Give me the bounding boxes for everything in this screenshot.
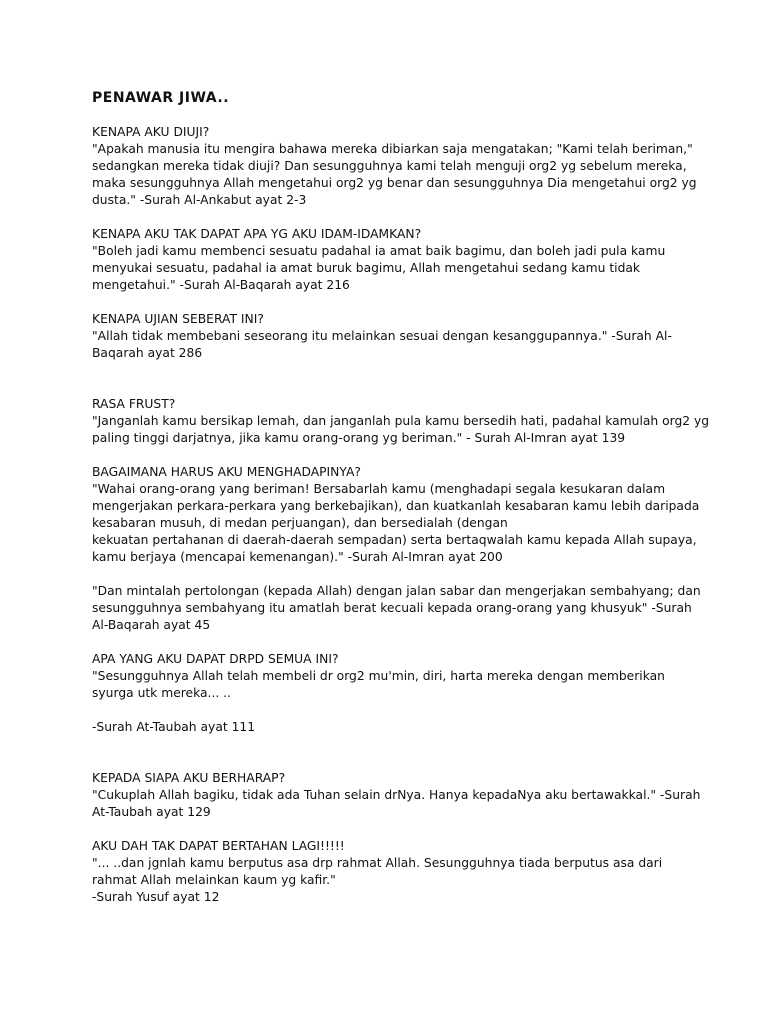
text-line: mengetahui." -Surah Al-Baqarah ayat 216 bbox=[92, 278, 350, 292]
text-line: mengerjakan perkara-perkara yang berkebajikan), dan kuatkanlah kesabaran kamu lebih daripada bbox=[92, 499, 700, 513]
text-line: AKU DAH TAK DAPAT BERTAHAN LAGI!!!!! bbox=[92, 839, 345, 853]
text-line: Baqarah ayat 286 bbox=[92, 346, 203, 360]
text-line: APA YANG AKU DAPAT DRPD SEMUA INI? bbox=[92, 652, 339, 666]
text-line: rahmat Allah melainkan kaum yg kafir." bbox=[92, 873, 336, 887]
page-title: PENAWAR JIWA.. bbox=[92, 90, 230, 106]
text-line: sesungguhnya sembahyang itu amatlah berat kecuali kepada orang-orang yang khusyuk" -Surah bbox=[92, 601, 692, 615]
text-line: "Dan mintalah pertolongan (kepada Allah) dengan jalan sabar dan mengerjakan sembahyang; dan bbox=[92, 584, 701, 598]
text-line: "Sesungguhnya Allah telah membeli dr org2 mu'min, diri, harta mereka dengan memberikan bbox=[92, 669, 665, 683]
text-line: KENAPA AKU DIUJI? bbox=[92, 125, 210, 139]
text-line: KENAPA UJIAN SEBERAT INI? bbox=[92, 312, 264, 326]
text-line: "Cukuplah Allah bagiku, tidak ada Tuhan selain drNya. Hanya kepadaNya aku bertawakkal." -Surah bbox=[92, 788, 701, 802]
text-line: KEPADA SIAPA AKU BERHARAP? bbox=[92, 771, 286, 785]
text-line: At-Taubah ayat 129 bbox=[92, 805, 211, 819]
text-line: "Wahai orang-orang yang beriman! Bersabarlah kamu (menghadapi segala kesukaran dalam bbox=[92, 482, 666, 496]
text-line: maka sesungguhnya Allah mengetahui org2 yg benar dan sesungguhnya Dia mengetahui org2 yg bbox=[92, 176, 697, 190]
text-line: KENAPA AKU TAK DAPAT APA YG AKU IDAM-IDAMKAN? bbox=[92, 227, 422, 241]
text-line: -Surah At-Taubah ayat 111 bbox=[92, 720, 256, 734]
text-line: kesabaran musuh, di medan perjuangan), dan bersedialah (dengan bbox=[92, 516, 508, 530]
text-line: Al-Baqarah ayat 45 bbox=[92, 618, 211, 632]
text-line: -Surah Yusuf ayat 12 bbox=[92, 890, 220, 904]
text-line: kamu berjaya (mencapai kemenangan)." -Surah Al-Imran ayat 200 bbox=[92, 550, 503, 564]
text-line: sedangkan mereka tidak diuji? Dan sesungguhnya kami telah menguji org2 yg sebelum mereka, bbox=[92, 159, 687, 173]
text-line: RASA FRUST? bbox=[92, 397, 176, 411]
text-line: "... ..dan jgnlah kamu berputus asa drp rahmat Allah. Sesungguhnya tiada berputus asa dari bbox=[92, 856, 663, 870]
text-line: menyukai sesuatu, padahal ia amat buruk bagimu, Allah mengetahui sedang kamu tidak bbox=[92, 261, 641, 275]
text-line: "Janganlah kamu bersikap lemah, dan janganlah pula kamu bersedih hati, padahal kamulah org2 yg bbox=[92, 414, 710, 428]
text-line: paling tinggi darjatnya, jika kamu orang-orang yg beriman." - Surah Al-Imran ayat 139 bbox=[92, 431, 626, 445]
text-line: dusta." -Surah Al-Ankabut ayat 2-3 bbox=[92, 193, 307, 207]
text-line: kekuatan pertahanan di daerah-daerah sempadan) serta bertaqwalah kamu kepada Allah supaya, bbox=[92, 533, 697, 547]
text-line: "Allah tidak membebani seseorang itu melainkan sesuai dengan kesanggupannya." -Surah Al- bbox=[92, 329, 672, 343]
text-line: BAGAIMANA HARUS AKU MENGHADAPINYA? bbox=[92, 465, 361, 479]
text-line: syurga utk mereka... .. bbox=[92, 686, 232, 700]
text-line: "Boleh jadi kamu membenci sesuatu padahal ia amat baik bagimu, dan boleh jadi pula kamu bbox=[92, 244, 666, 258]
text-line: "Apakah manusia itu mengira bahawa mereka dibiarkan saja mengatakan; "Kami telah beriman," bbox=[92, 142, 693, 156]
